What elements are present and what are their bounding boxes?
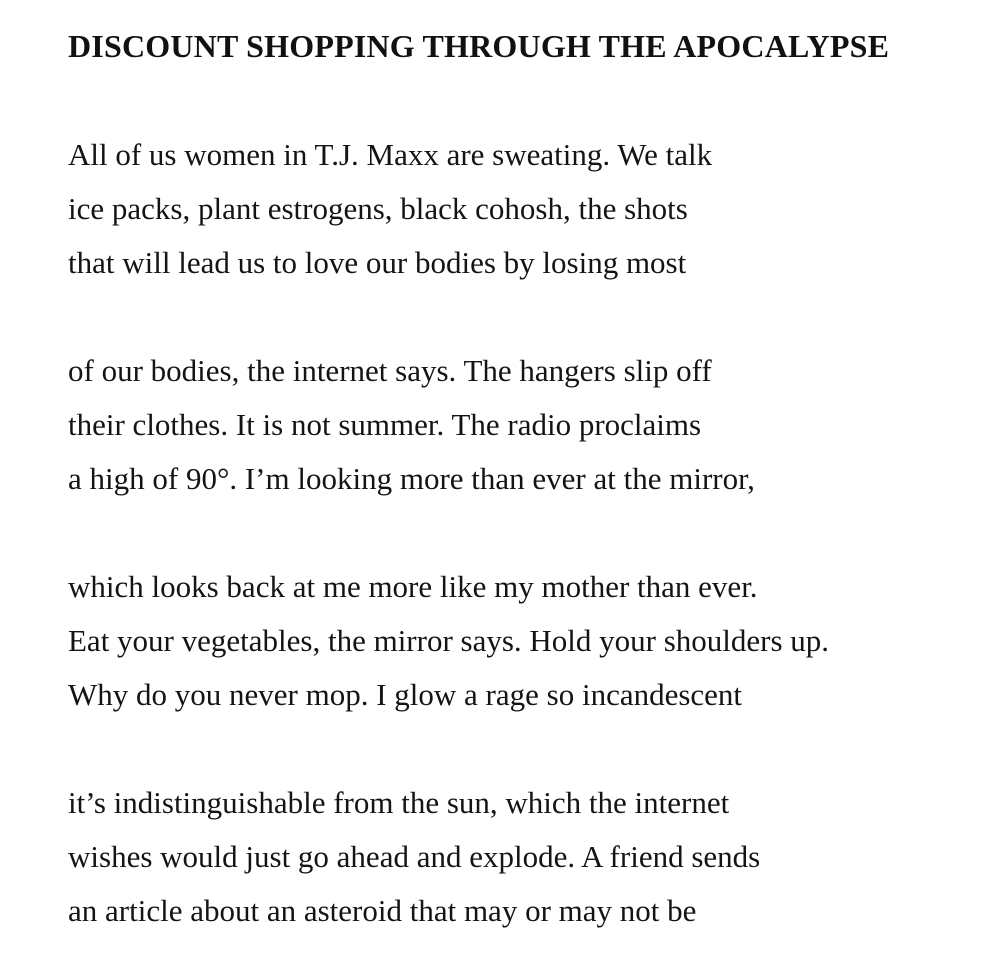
stanza-1	[68, 128, 712, 290]
stanza-2	[68, 344, 755, 506]
stanza-4	[68, 776, 760, 938]
poem-title: DISCOUNT SHOPPING THROUGH THE APOCALYPSE	[68, 28, 890, 64]
poem-line: All of us women in T.J. Maxx are sweating. We talk	[68, 137, 713, 172]
poem-line: a high of 90°. I’m looking more than ever at the mirror,	[68, 461, 755, 496]
poem-line: ice packs, plant estrogens, black cohosh, the shots	[68, 191, 688, 226]
poem-line: Eat your vegetables, the mirror says. Hold your shoulders up.	[68, 623, 830, 658]
poem-line: that will lead us to love our bodies by losing most	[68, 245, 687, 280]
poem-line: their clothes. It is not summer. The radio proclaims	[68, 407, 702, 442]
stanza-3	[68, 560, 829, 722]
poem-line: an article about an asteroid that may or may not be	[68, 893, 697, 928]
poem-line: which looks back at me more like my mother than ever.	[68, 569, 758, 604]
poem-line: wishes would just go ahead and explode. A friend sends	[68, 839, 761, 874]
poem-line: Why do you never mop. I glow a rage so incandescent	[68, 677, 743, 712]
poem-line: it’s indistinguishable from the sun, which the internet	[68, 785, 730, 820]
poem-line: of our bodies, the internet says. The hangers slip off	[68, 353, 712, 388]
